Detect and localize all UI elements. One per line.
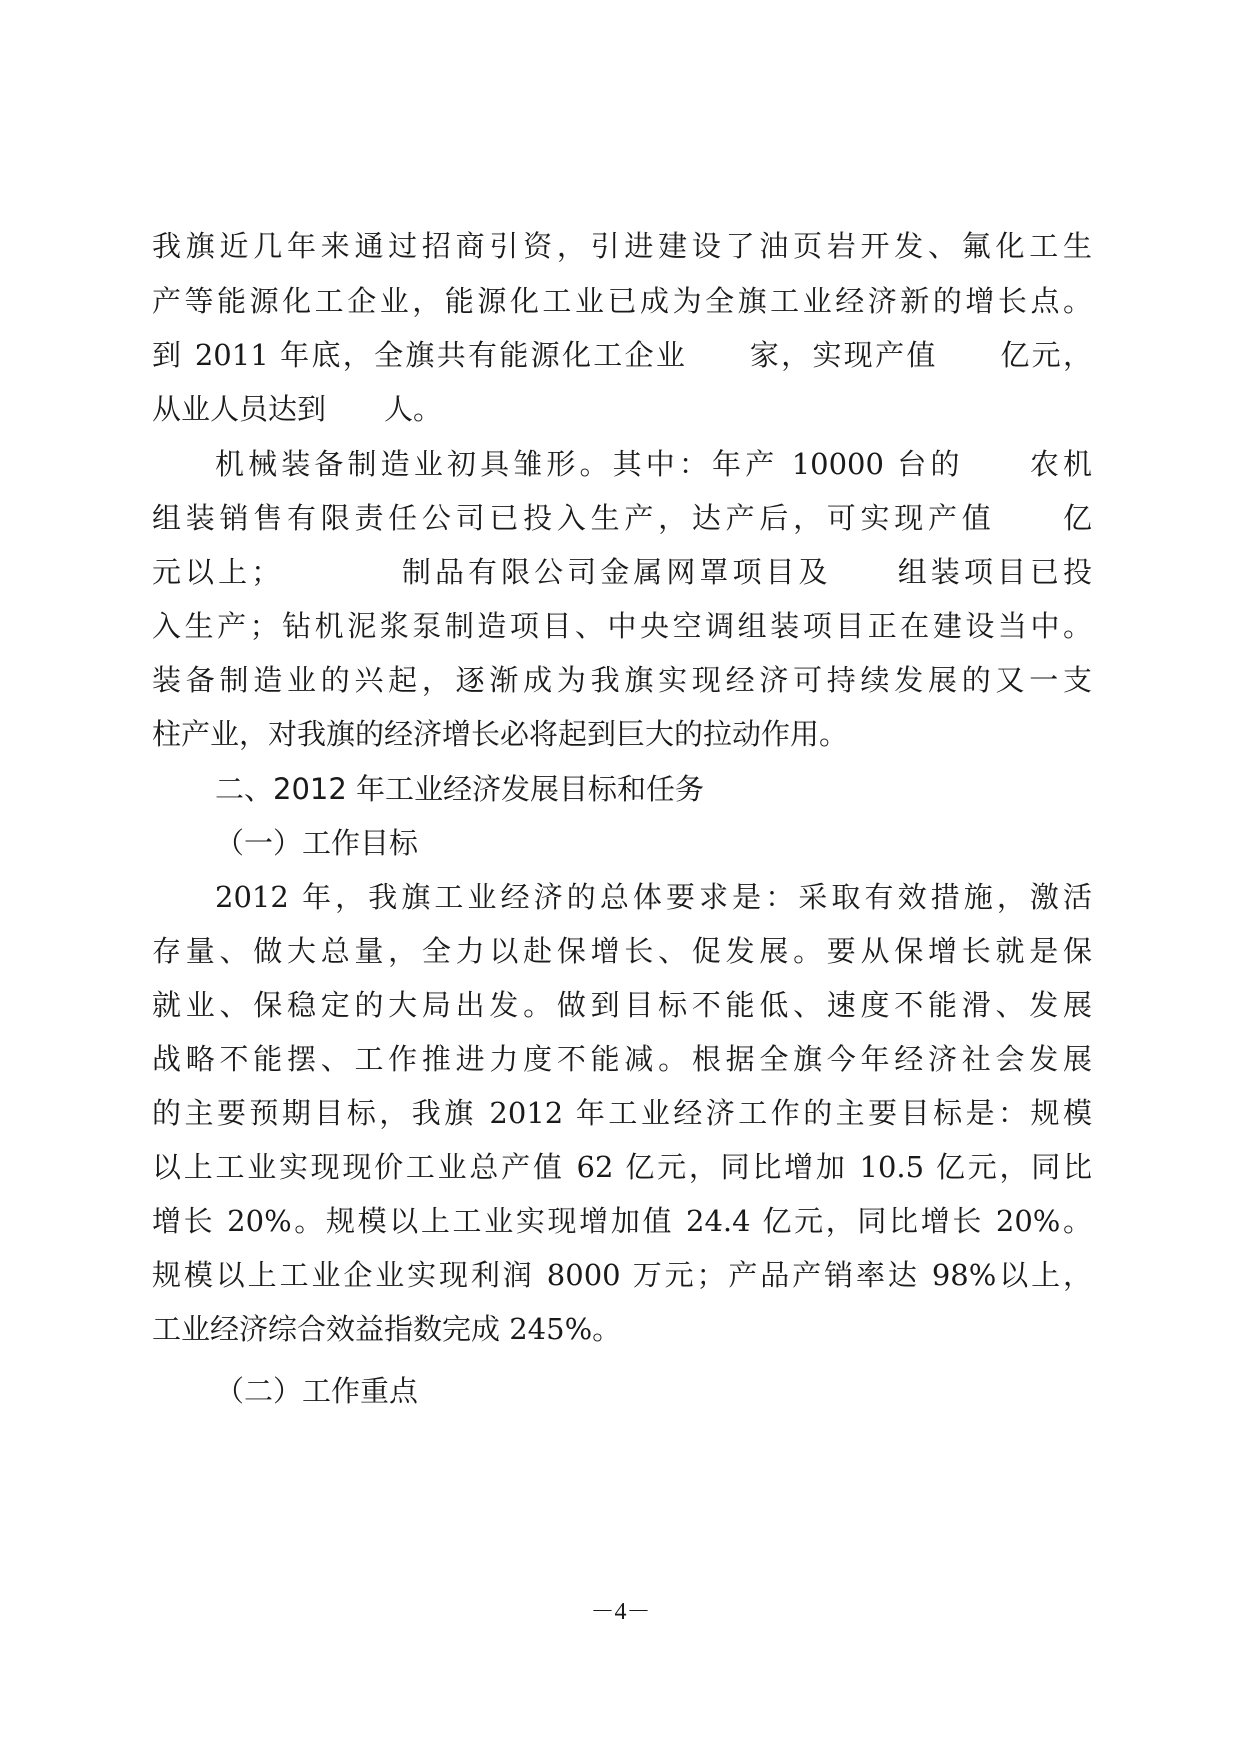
paragraph-2-line-5: 装备制造业的兴起，逐渐成为我旗实现经济可持续发展的又一支 [152, 663, 1092, 697]
paragraph-2-line-1: 机械装备制造业初具雏形。其中：年产 10000 台的 农机 [215, 447, 1092, 481]
paragraph-1-line-1: 我旗近几年来通过招商引资，引进建设了油页岩开发、氟化工生 [152, 229, 1092, 263]
subheading-work-goals: （一）工作目标 [215, 826, 419, 860]
subheading-work-focus: （二）工作重点 [215, 1374, 419, 1408]
paragraph-1-line-2: 产等能源化工企业，能源化工业已成为全旗工业经济新的增长点。 [152, 284, 1092, 318]
paragraph-3-line-1: 2012 年，我旗工业经济的总体要求是：采取有效措施，激活 [215, 880, 1092, 914]
paragraph-2-line-3: 元以上； 制品有限公司金属网罩项目及 组装项目已投 [152, 555, 1092, 589]
paragraph-3-line-8: 规模以上工业企业实现利润 8000 万元；产品产销率达 98%以上， [152, 1258, 1092, 1292]
paragraph-2-line-4: 入生产；钻机泥浆泵制造项目、中央空调组装项目正在建设当中。 [152, 609, 1092, 643]
paragraph-1-line-3: 到 2011 年底，全旗共有能源化工企业 家，实现产值 亿元， [152, 338, 1092, 372]
paragraph-3-line-9: 工业经济综合效益指数完成 245%。 [152, 1312, 622, 1346]
paragraph-3-line-4: 战略不能摆、工作推进力度不能减。根据全旗今年经济社会发展 [152, 1042, 1092, 1076]
paragraph-3-line-6: 以上工业实现现价工业总产值 62 亿元，同比增加 10.5 亿元，同比 [152, 1150, 1092, 1184]
paragraph-3-line-5: 的主要预期目标，我旗 2012 年工业经济工作的主要目标是：规模 [152, 1096, 1092, 1130]
paragraph-1-line-4: 从业人员达到 人。 [152, 392, 443, 426]
paragraph-2-line-2: 组装销售有限责任公司已投入生产，达产后，可实现产值 亿 [152, 501, 1092, 535]
page-number: －4－ [590, 1599, 651, 1625]
paragraph-3-line-2: 存量、做大总量，全力以赴保增长、促发展。要从保增长就是保 [152, 934, 1092, 968]
paragraph-3-line-7: 增长 20%。规模以上工业实现增加值 24.4 亿元，同比增长 20%。 [152, 1204, 1092, 1238]
paragraph-2-line-6: 柱产业，对我旗的经济增长必将起到巨大的拉动作用。 [152, 717, 849, 751]
paragraph-3-line-3: 就业、保稳定的大局出发。做到目标不能低、速度不能滑、发展 [152, 988, 1092, 1022]
section-heading: 二、2012 年工业经济发展目标和任务 [215, 772, 705, 806]
